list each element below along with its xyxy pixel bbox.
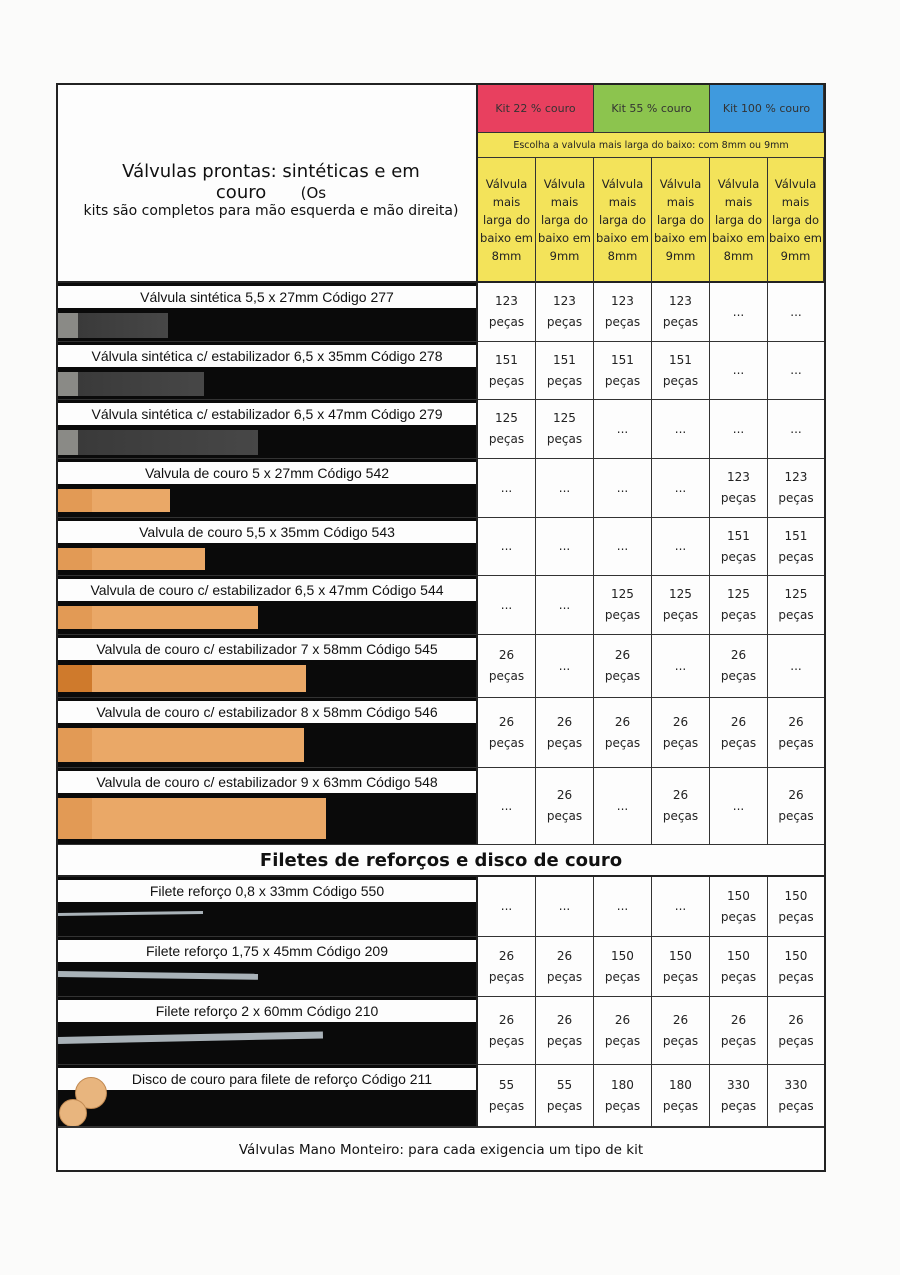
quantity-cell: 125 peças — [652, 576, 710, 635]
column-header: Válvula mais larga do baixo em 8mm — [710, 158, 768, 283]
quantity-cell: ... — [478, 877, 536, 937]
quantity-cell: ... — [478, 576, 536, 635]
synthetic-valve-sample — [58, 313, 168, 338]
quantity-cell: 26 peças — [710, 997, 768, 1065]
column-header: Válvula mais larga do baixo em 9mm — [768, 158, 824, 283]
leather-valve-sample — [58, 665, 306, 692]
title-block — [66, 161, 476, 219]
quantity-cell: 26 peças — [536, 768, 594, 845]
quantity-cell: 26 peças — [768, 997, 824, 1065]
quantity-cell: 26 peças — [594, 997, 652, 1065]
quantity-cell: 150 peças — [652, 937, 710, 997]
kit-22-header: Kit 22 % couro — [478, 85, 594, 133]
quantity-cell: 55 peças — [478, 1065, 536, 1127]
product-row — [58, 518, 478, 576]
quantity-cell: 330 peças — [768, 1065, 824, 1127]
quantity-cell: 26 peças — [652, 698, 710, 768]
title-text: Válvulas prontas: sintéticas e em couro — [122, 161, 420, 203]
column-header: Válvula mais larga do baixo em 8mm — [478, 158, 536, 283]
quantity-cell: 125 peças — [768, 576, 824, 635]
quantity-cell: 123 peças — [768, 459, 824, 518]
quantity-cell: ... — [768, 400, 824, 459]
quantity-cell: 151 peças — [478, 342, 536, 400]
quantity-cell: 125 peças — [536, 400, 594, 459]
quantity-cell: ... — [536, 576, 594, 635]
reinforcement-rod-sample — [58, 971, 258, 980]
quantity-cell: 26 peças — [768, 768, 824, 845]
quantity-cell: ... — [652, 877, 710, 937]
quantity-cell: 26 peças — [478, 635, 536, 698]
product-label: Filete reforço 0,8 x 33mm Código 550 — [58, 880, 476, 902]
product-row — [58, 342, 478, 400]
quantity-cell: 151 peças — [768, 518, 824, 576]
section-title: Filetes de reforços e disco de couro — [58, 845, 824, 877]
reinforcement-rod-sample — [58, 1031, 323, 1044]
quantity-cell: 330 peças — [710, 1065, 768, 1127]
product-row — [58, 576, 478, 635]
footer-slogan: Válvulas Mano Monteiro: para cada exigencia um tipo de kit — [58, 1127, 824, 1171]
product-row — [58, 283, 478, 342]
quantity-cell: ... — [768, 635, 824, 698]
product-label: Válvula sintética 5,5 x 27mm Código 277 — [58, 286, 476, 308]
quantity-cell: 26 peças — [478, 937, 536, 997]
quantity-cell: 123 peças — [652, 283, 710, 342]
quantity-cell: ... — [594, 400, 652, 459]
quantity-cell: ... — [594, 459, 652, 518]
quantity-cell: ... — [710, 283, 768, 342]
title-suffix: (Os — [300, 184, 327, 202]
quantity-cell: 26 peças — [652, 768, 710, 845]
quantity-cell: ... — [536, 877, 594, 937]
quantity-cell: 125 peças — [710, 576, 768, 635]
product-label: Valvula de couro c/ estabilizador 8 x 58mm Código 546 — [58, 701, 476, 723]
quantity-cell: ... — [710, 768, 768, 845]
quantity-cell: 151 peças — [594, 342, 652, 400]
leather-valve-sample — [58, 606, 258, 629]
product-label: Valvula de couro 5 x 27mm Código 542 — [58, 462, 476, 484]
quantity-cell: 123 peças — [536, 283, 594, 342]
product-row — [58, 635, 478, 698]
quantity-cell: 26 peças — [478, 997, 536, 1065]
quantity-cell: 26 peças — [652, 997, 710, 1065]
column-header: Válvula mais larga do baixo em 9mm — [536, 158, 594, 283]
product-label: Valvula de couro 5,5 x 35mm Código 543 — [58, 521, 476, 543]
product-row — [58, 768, 478, 845]
quantity-cell: ... — [652, 518, 710, 576]
quantity-cell: ... — [652, 459, 710, 518]
quantity-cell: 26 peças — [594, 698, 652, 768]
product-row — [58, 1065, 478, 1127]
quantity-cell: 26 peças — [710, 635, 768, 698]
product-row — [58, 997, 478, 1065]
quantity-cell: 180 peças — [594, 1065, 652, 1127]
page-subtitle: kits são completos para mão esquerda e mão direita) — [83, 203, 459, 219]
synthetic-valve-sample — [58, 430, 258, 455]
quantity-cell: ... — [652, 635, 710, 698]
quantity-cell: 123 peças — [710, 459, 768, 518]
product-label: Filete reforço 1,75 x 45mm Código 209 — [58, 940, 476, 962]
quantity-cell: ... — [710, 342, 768, 400]
quantity-cell: ... — [536, 635, 594, 698]
product-label: Válvula sintética c/ estabilizador 6,5 x 35mm Código 278 — [58, 345, 476, 367]
product-row — [58, 877, 478, 937]
product-label: Valvula de couro c/ estabilizador 6,5 x 47mm Código 544 — [58, 579, 476, 601]
quantity-cell: 26 peças — [710, 698, 768, 768]
product-label: Valvula de couro c/ estabilizador 7 x 58mm Código 545 — [58, 638, 476, 660]
quantity-cell: 151 peças — [710, 518, 768, 576]
quantity-cell: ... — [594, 877, 652, 937]
synthetic-valve-sample — [58, 372, 204, 396]
product-label: Valvula de couro c/ estabilizador 9 x 63mm Código 548 — [58, 771, 476, 793]
leather-valve-sample — [58, 489, 170, 512]
quantity-cell: ... — [478, 518, 536, 576]
quantity-cell: ... — [478, 768, 536, 845]
quantity-cell: ... — [768, 283, 824, 342]
quantity-cell: 180 peças — [652, 1065, 710, 1127]
header-title-cell — [58, 85, 478, 283]
quantity-cell: 150 peças — [768, 937, 824, 997]
leather-valve-sample — [58, 728, 304, 762]
quantity-cell: 151 peças — [652, 342, 710, 400]
quantity-cell: 26 peças — [536, 997, 594, 1065]
quantity-cell: ... — [536, 459, 594, 518]
quantity-cell: 26 peças — [536, 937, 594, 997]
page-title — [66, 161, 476, 203]
quantity-cell: 151 peças — [536, 342, 594, 400]
quantity-cell: 125 peças — [478, 400, 536, 459]
quantity-cell: ... — [710, 400, 768, 459]
leather-valve-sample — [58, 548, 205, 570]
quantity-cell: 26 peças — [594, 635, 652, 698]
product-row — [58, 400, 478, 459]
column-header: Válvula mais larga do baixo em 9mm — [652, 158, 710, 283]
column-header: Válvula mais larga do baixo em 8mm — [594, 158, 652, 283]
quantity-cell: 125 peças — [594, 576, 652, 635]
product-label: Disco de couro para filete de reforço Código 211 — [58, 1068, 476, 1090]
quantity-cell: ... — [652, 400, 710, 459]
quantity-cell: 150 peças — [768, 877, 824, 937]
leather-valve-sample — [58, 798, 326, 839]
quantity-cell: 55 peças — [536, 1065, 594, 1127]
quantity-cell: ... — [594, 518, 652, 576]
choose-note: Escolha a valvula mais larga do baixo: com 8mm ou 9mm — [478, 133, 824, 158]
leather-disc-sample — [59, 1099, 87, 1127]
product-label: Válvula sintética c/ estabilizador 6,5 x 47mm Código 279 — [58, 403, 476, 425]
quantity-cell: 123 peças — [594, 283, 652, 342]
product-label: Filete reforço 2 x 60mm Código 210 — [58, 1000, 476, 1022]
quantity-cell: 150 peças — [594, 937, 652, 997]
kit-55-header: Kit 55 % couro — [594, 85, 710, 133]
quantity-cell: ... — [536, 518, 594, 576]
product-row — [58, 459, 478, 518]
quantity-cell: ... — [768, 342, 824, 400]
product-row — [58, 698, 478, 768]
quantity-cell: 150 peças — [710, 937, 768, 997]
kit-table — [56, 83, 826, 1172]
quantity-cell: 26 peças — [768, 698, 824, 768]
quantity-cell: 26 peças — [536, 698, 594, 768]
quantity-cell: ... — [594, 768, 652, 845]
quantity-cell: 26 peças — [478, 698, 536, 768]
quantity-cell: 123 peças — [478, 283, 536, 342]
quantity-cell: 150 peças — [710, 877, 768, 937]
product-row — [58, 937, 478, 997]
quantity-cell: ... — [478, 459, 536, 518]
kit-100-header: Kit 100 % couro — [710, 85, 824, 133]
reinforcement-rod-sample — [58, 911, 203, 916]
